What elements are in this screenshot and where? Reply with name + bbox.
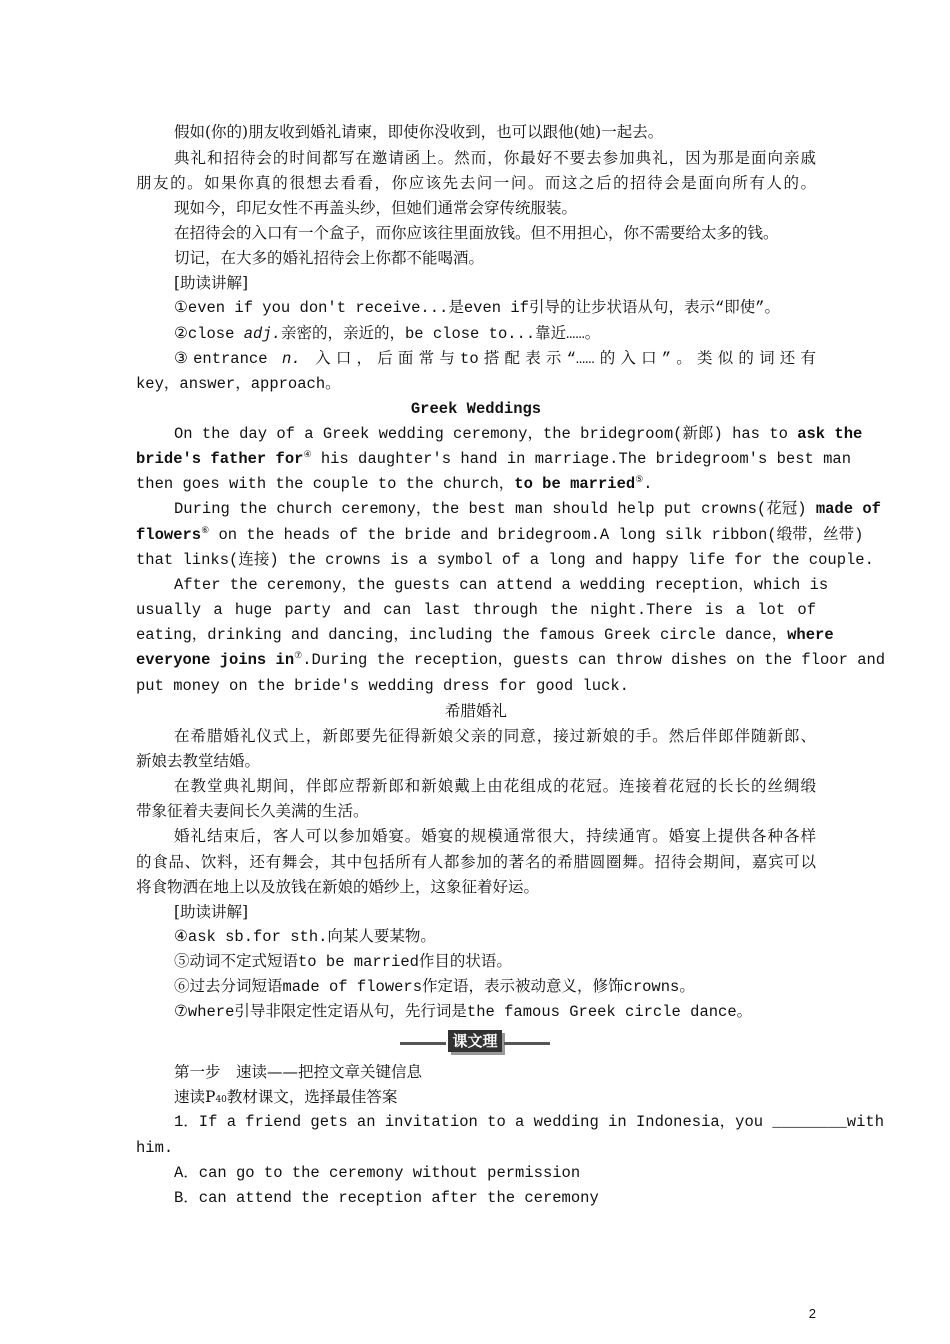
question-1: 1．If a friend gets an invitation to a wedding in Indonesia，you ________with (174, 1113, 885, 1131)
passage-line: eating，drinking and dancing，including the famous Greek circle dance，where (136, 626, 834, 644)
cn-paragraph-line: 假如(你的)朋友收到婚礼请柬，即使你没收到，也可以跟他(她)一起去。 (174, 123, 664, 141)
passage-line: usually a huge party and can last through the night.There is a lot of (136, 601, 816, 619)
note-5: ⑤动词不定式短语to be married作目的状语。 (174, 953, 512, 971)
cn-paragraph-line: 的食品、饮料，还有舞会，其中包括所有人都参加的著名的希腊圆圈舞。招待会期间，嘉宾可以 (136, 853, 816, 871)
cn-paragraph-line: 婚礼结束后，客人可以参加婚宴。婚宴的规模通常很大，持续通宵。婚宴上提供各种各样 (174, 827, 816, 845)
note-4: ④ask sb.for sth.向某人要某物。 (174, 928, 436, 946)
passage-line: After the ceremony，the guests can attend a wedding reception，which is (174, 576, 829, 594)
instruction: 速读P40教材课文，选择最佳答案 (174, 1088, 398, 1106)
option-b: B．can attend the reception after the ceremony (174, 1189, 599, 1207)
cn-paragraph-line: 在招待会的入口有一个盒子，而你应该往里面放钱。但不用担心，你不需要给太多的钱。 (174, 224, 779, 242)
cn-paragraph-line: 带象征着夫妻间长久美满的生活。 (136, 802, 369, 820)
option-a: A．can go to the ceremony without permission (174, 1164, 581, 1182)
note-2: ②close adj.亲密的，亲近的，be close to...靠近……。 (174, 325, 601, 343)
question-1-continued: him. (136, 1139, 174, 1157)
cn-paragraph-line: 新娘去教堂结婚。 (136, 752, 261, 770)
cn-paragraph-line: 切记，在大多的婚礼招待会上你都不能喝酒。 (174, 249, 485, 267)
passage-line: During the church ceremony，the best man should help put crowns(花冠) made of (174, 500, 881, 518)
note-6: ⑥过去分词短语made of flowers作定语，表示被动意义，修饰crowns。 (174, 978, 695, 996)
note-3: ③entrance n. 入口，后面常与to搭配表示“……的入口”。类似的词还有 (174, 350, 816, 368)
passage-line: bride's father for④ his daughter's hand in marriage.The bridegroom's best man (136, 450, 852, 468)
cn-paragraph-line: 典礼和招待会的时间都写在邀请函上。然而，你最好不要去参加典礼，因为那是面向亲戚 (174, 149, 816, 167)
note-1: ①even if you don't receive...是even if引导的让步状语从句，表示“即使”。 (174, 299, 781, 317)
note-3-continued: key，answer，approach。 (136, 375, 341, 393)
passage-line: put money on the bride's wedding dress for good luck. (136, 677, 629, 695)
cn-paragraph-line: 朋友的。如果你真的很想去看看，你应该先去问一问。而这之后的招待会是面向所有人的。 (136, 174, 816, 192)
translation-title: 希腊婚礼 (444, 702, 507, 720)
passage-line: On the day of a Greek wedding ceremony，the bridegroom(新郎) has to ask the (174, 425, 863, 443)
header-rule-right (504, 1042, 550, 1045)
cn-paragraph-line: 在希腊婚礼仪式上，新郎要先征得新娘父亲的同意，接过新娘的手。然后伴郎伴随新郎、 (174, 727, 816, 745)
section-header (400, 1030, 550, 1072)
step-heading: 第一步 速读——把控文章关键信息 (174, 1063, 423, 1081)
passage-line: that links(连接) the crowns is a symbol of a long and happy life for the couple. (136, 551, 874, 569)
cn-paragraph-line: 将食物洒在地上以及放钱在新娘的婚纱上，这象征着好运。 (136, 878, 540, 896)
passage-title: Greek Weddings (410, 400, 542, 418)
page-number: 2 (808, 1306, 816, 1321)
passage-line: everyone joins in⑦.During the reception，guests can throw dishes on the floor and (136, 651, 886, 669)
header-rule-left (400, 1042, 446, 1045)
notes-heading: [助读讲解] (174, 903, 249, 921)
passage-line: then goes with the couple to the church，to be married⑤. (136, 475, 653, 493)
notes-heading: [助读讲解] (174, 274, 249, 292)
cn-paragraph-line: 在教堂典礼期间，伴郎应帮新郎和新娘戴上由花组成的花冠。连接着花冠的长长的丝绸缎 (174, 777, 816, 795)
section-header-label: 课文理解 (448, 1030, 502, 1052)
cn-paragraph-line: 现如今，印尼女性不再盖头纱，但她们通常会穿传统服装。 (174, 199, 578, 217)
passage-line: flowers⑥ on the heads of the bride and bridegroom.A long silk ribbon(缎带，丝带) (136, 526, 864, 544)
note-7: ⑦where引导非限定性定语从句，先行词是the famous Greek circle dance。 (174, 1003, 753, 1021)
